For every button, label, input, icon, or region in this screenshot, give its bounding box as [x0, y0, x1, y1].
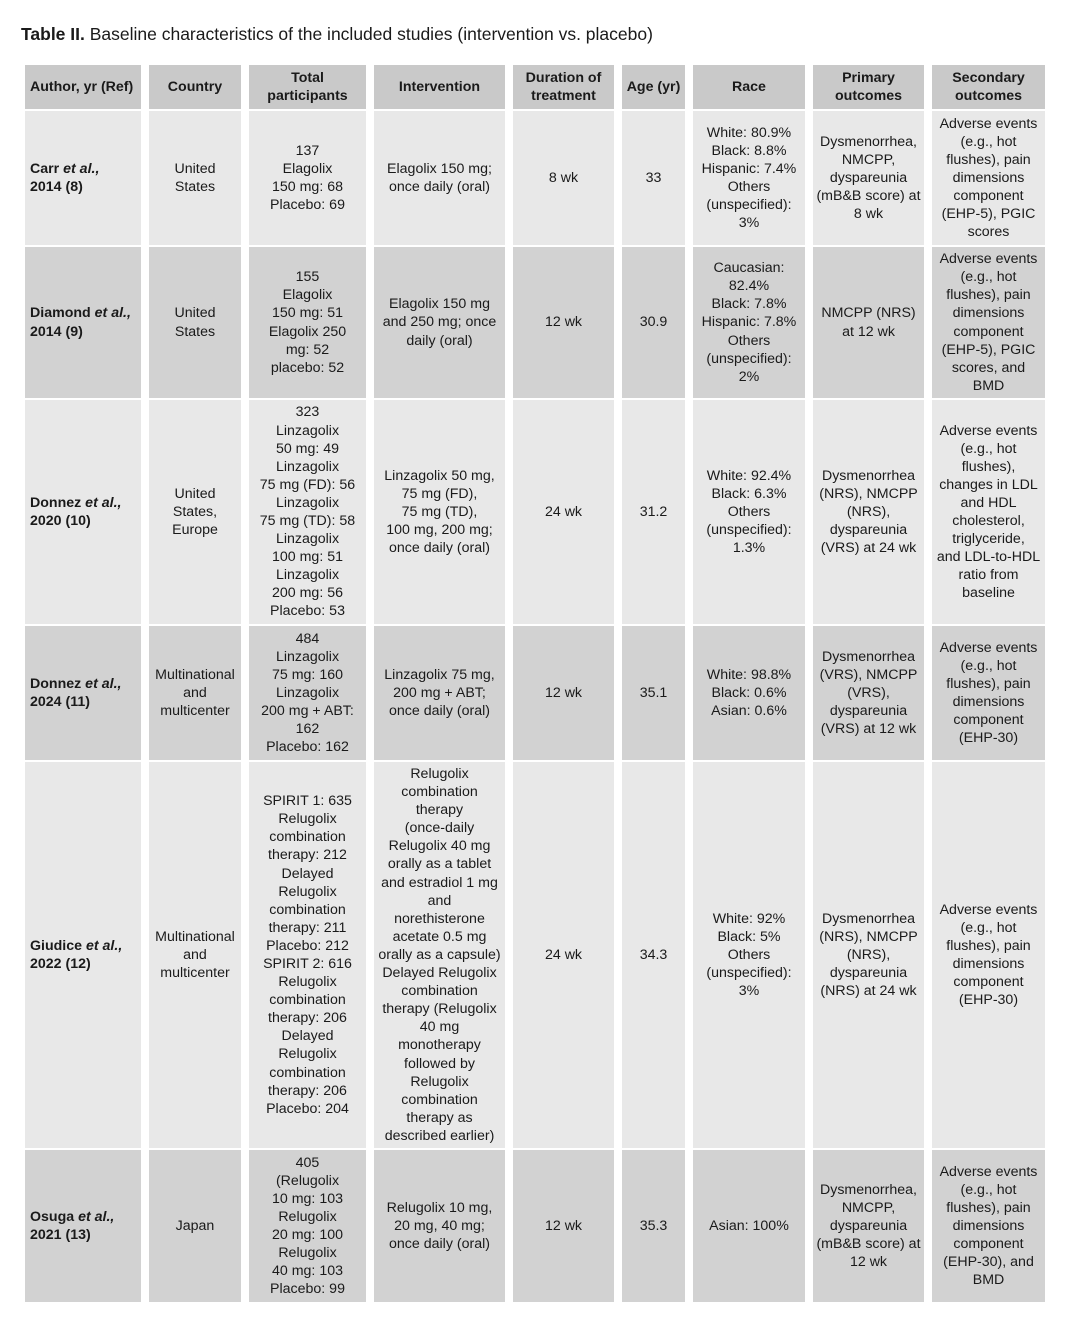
- cell-duration: 12 wk: [513, 247, 614, 398]
- cell-age: 35.1: [622, 626, 685, 760]
- cell-duration: 24 wk: [513, 400, 614, 624]
- header-race: Race: [693, 65, 805, 109]
- cell-race: White: 92% Black: 5% Others (unspecified): 3%: [693, 762, 805, 1148]
- cell-primary: Dysmenorrhea (NRS), NMCPP (NRS), dyspareunia (VRS) at 24 wk: [813, 400, 924, 624]
- cell-total: 405 (Relugolix 10 mg: 103 Relugolix 20 mg: 100 Relugolix 40 mg: 103 Placebo: 99: [249, 1150, 366, 1302]
- cell-secondary: Adverse events (e.g., hot flushes), changes in LDL and HDL cholesterol, triglyceride, and LDL-to-HDL ratio from baseline: [932, 400, 1045, 624]
- cell-total: 155 Elagolix 150 mg: 51 Elagolix 250 mg: 52 placebo: 52: [249, 247, 366, 398]
- table-row: [25, 626, 1045, 760]
- cell-duration: 12 wk: [513, 1150, 614, 1302]
- header-country: Country: [149, 65, 241, 109]
- header-duration: Duration of treatment: [513, 65, 614, 109]
- cell-primary: Dysmenorrhea, NMCPP, dyspareunia (mB&B score) at 12 wk: [813, 1150, 924, 1302]
- cell-country: Multinational and multicenter: [149, 762, 241, 1148]
- cell-country: United States: [149, 111, 241, 245]
- header-row: [25, 65, 1045, 109]
- table-row: [25, 1150, 1045, 1302]
- cell-author: Diamond et al., 2014 (9): [25, 247, 141, 398]
- header-total-participants: Total participants: [249, 65, 366, 109]
- cell-age: 35.3: [622, 1150, 685, 1302]
- cell-duration: 8 wk: [513, 111, 614, 245]
- cell-author: Giudice et al., 2022 (12): [25, 762, 141, 1148]
- cell-country: Japan: [149, 1150, 241, 1302]
- cell-race: White: 80.9% Black: 8.8% Hispanic: 7.4% Others (unspecified): 3%: [693, 111, 805, 245]
- baseline-table: [17, 63, 1053, 1304]
- cell-country: United States, Europe: [149, 400, 241, 624]
- cell-secondary: Adverse events (e.g., hot flushes), pain dimensions component (EHP-30), and BMD: [932, 1150, 1045, 1302]
- cell-secondary: Adverse events (e.g., hot flushes), pain dimensions component (EHP-30): [932, 626, 1045, 760]
- cell-age: 31.2: [622, 400, 685, 624]
- cell-race: Asian: 100%: [693, 1150, 805, 1302]
- cell-total: 484 Linzagolix 75 mg: 160 Linzagolix 200 mg + ABT: 162 Placebo: 162: [249, 626, 366, 760]
- table-body: [25, 111, 1045, 1302]
- cell-author: Donnez et al., 2024 (11): [25, 626, 141, 760]
- cell-race: White: 92.4% Black: 6.3% Others (unspecified): 1.3%: [693, 400, 805, 624]
- cell-intervention: Linzagolix 75 mg, 200 mg + ABT; once daily (oral): [374, 626, 505, 760]
- cell-total: 137 Elagolix 150 mg: 68 Placebo: 69: [249, 111, 366, 245]
- cell-secondary: Adverse events (e.g., hot flushes), pain dimensions component (EHP-5), PGIC scores, and BMD: [932, 247, 1045, 398]
- cell-primary: Dysmenorrhea, NMCPP, dyspareunia (mB&B score) at 8 wk: [813, 111, 924, 245]
- cell-primary: NMCPP (NRS) at 12 wk: [813, 247, 924, 398]
- cell-age: 30.9: [622, 247, 685, 398]
- header-author: Author, yr (Ref): [25, 65, 141, 109]
- header-intervention: Intervention: [374, 65, 505, 109]
- cell-total: 323 Linzagolix 50 mg: 49 Linzagolix 75 mg (FD): 56 Linzagolix 75 mg (TD): 58 Linzagolix 100 mg: 51 Linzagolix 200 mg: 56 Placebo: 53: [249, 400, 366, 624]
- cell-country: United States: [149, 247, 241, 398]
- cell-duration: 12 wk: [513, 626, 614, 760]
- cell-author: Donnez et al., 2020 (10): [25, 400, 141, 624]
- cell-author: Osuga et al., 2021 (13): [25, 1150, 141, 1302]
- table-row: [25, 762, 1045, 1148]
- cell-total: SPIRIT 1: 635 Relugolix combination therapy: 212 Delayed Relugolix combination therapy: 211 Placebo: 212 SPIRIT 2: 616 Relugolix combination therapy: 206 Delayed Relugolix combination therapy: 206 Placebo: 204: [249, 762, 366, 1148]
- cell-intervention: Linzagolix 50 mg, 75 mg (FD), 75 mg (TD), 100 mg, 200 mg; once daily (oral): [374, 400, 505, 624]
- cell-race: Caucasian: 82.4% Black: 7.8% Hispanic: 7.8% Others (unspecified): 2%: [693, 247, 805, 398]
- table-title: Baseline characteristics of the included studies (intervention vs. placebo): [84, 24, 653, 44]
- cell-age: 33: [622, 111, 685, 245]
- header-primary-outcomes: Primary outcomes: [813, 65, 924, 109]
- cell-race: White: 98.8% Black: 0.6% Asian: 0.6%: [693, 626, 805, 760]
- table-label: Table II.: [21, 24, 85, 44]
- table-row: [25, 247, 1045, 398]
- cell-secondary: Adverse events (e.g., hot flushes), pain dimensions component (EHP-30): [932, 762, 1045, 1148]
- table-row: [25, 400, 1045, 624]
- cell-primary: Dysmenorrhea (NRS), NMCPP (NRS), dyspareunia (NRS) at 24 wk: [813, 762, 924, 1148]
- header-age: Age (yr): [622, 65, 685, 109]
- cell-secondary: Adverse events (e.g., hot flushes), pain dimensions component (EHP-5), PGIC scores: [932, 111, 1045, 245]
- table-caption: [21, 22, 653, 46]
- cell-duration: 24 wk: [513, 762, 614, 1148]
- cell-author: Carr et al., 2014 (8): [25, 111, 141, 245]
- cell-country: Multinational and multicenter: [149, 626, 241, 760]
- cell-intervention: Relugolix 10 mg, 20 mg, 40 mg; once daily (oral): [374, 1150, 505, 1302]
- cell-intervention: Elagolix 150 mg and 250 mg; once daily (oral): [374, 247, 505, 398]
- cell-intervention: Relugolix combination therapy (once-daily Relugolix 40 mg orally as a tablet and estradiol 1 mg and norethisterone acetate 0.5 mg orally as a capsule) Delayed Relugolix combination therapy (Relugolix 40 mg monotherapy followed by Relugolix combination therapy as described earlier): [374, 762, 505, 1148]
- cell-intervention: Elagolix 150 mg; once daily (oral): [374, 111, 505, 245]
- cell-age: 34.3: [622, 762, 685, 1148]
- cell-primary: Dysmenorrhea (VRS), NMCPP (VRS), dyspareunia (VRS) at 12 wk: [813, 626, 924, 760]
- header-secondary-outcomes: Secondary outcomes: [932, 65, 1045, 109]
- table-row: [25, 111, 1045, 245]
